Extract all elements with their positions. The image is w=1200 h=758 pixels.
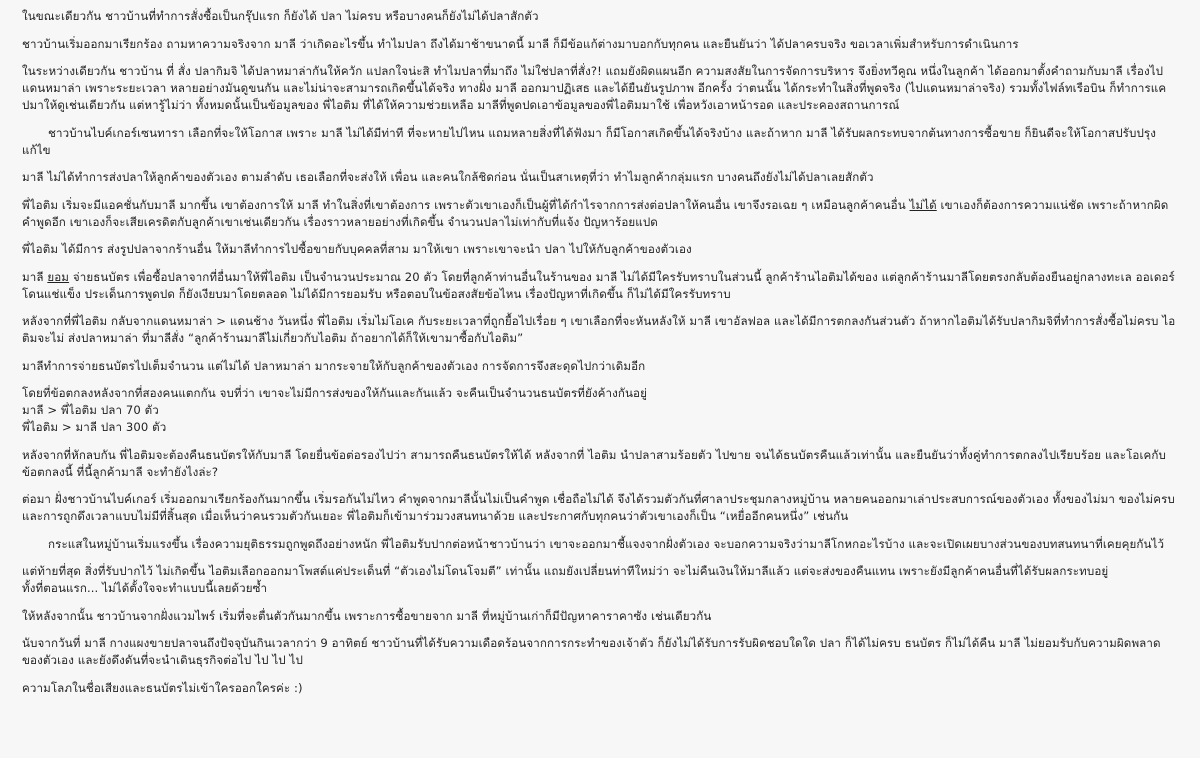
paragraph-6 bbox=[22, 197, 1178, 231]
underlined-word: ไม่ได้ bbox=[909, 197, 937, 212]
closing-line: ความโลภในชื่อเสียงและธนบัตรไม่เข้าใครออกใครค่ะ :) bbox=[22, 680, 303, 695]
paragraph-17: นับจากวันที่ มาลี กางแผงขายปลาจนถึงปัจจุบันกินเวลากว่า 9 อาทิตย์ ชาวบ้านที่ได้รับความเดือดร้อนจากการกระทำของเจ้าตัว ก็ยังไม่ได้รับการรับผิดชอบใดใด ปลา ก็ได้ไม่ครบ ธนบัตร ก็ไม่ได้คืน มาลี ไม่ยอมรับกับความผิดพลาดของตัวเอง และยังดึงดันที่จะนำเดินธุรกิจต่อไป ไป ไป ไป bbox=[22, 636, 1161, 667]
agreement-line-mali: มาลี > พี่ไอติม ปลา 70 ตัว bbox=[22, 403, 159, 417]
paragraph-14: กระแสในหมู่บ้านเริ่มแรงขึ้น เรื่องความยุติธรรมถูกพูดถึงอย่างหนัก พี่ไอติมรับปากต่อหน้าชาวบ้านว่า เขาจะออกมาชี้แจงจากฝั่งตัวเอง จะบอกความจริงว่ามาลีโกหกอะไรบ้าง และจะเปิดเผยบางส่วนของบทสนทนาที่เคยคุยกันไว้ bbox=[48, 536, 1165, 551]
agreement-line: โดยที่ข้อตกลงหลังจากที่สองคนแตกกัน จบที่ว่า เขาจะไม่มีการส่งของให้กันและกันแล้ว จะคืนเป็นจำนวนธนบัตรที่ยังค้างกันอยู่ bbox=[22, 386, 648, 400]
agreement-line-itim: พี่ไอติม > มาลี ปลา 300 ตัว bbox=[22, 420, 167, 434]
paragraph-6-text-b: เขาเองก็ต้องการความแน่ชัด เพราะถ้าหากผิดคำพูดอีก เขาเองก็จะเสียเครดิตกับลูกค้าเขาเช่นเดียวกัน เรื่องราวหลายอย่างที่เกิดขึ้น จำนวนปลาไม่เท่ากับที่แจ้ง ปัญหาร้อยแปด bbox=[22, 197, 1169, 229]
paragraph-9: หลังจากที่พี่ไอติม กลับจากแดนหมาล่า > แดนช้าง วันหนึ่ง พี่ไอติม เริ่มไม่โอเค กับระยะเวลาที่ถูกยื้อไปเรื่อย ๆ เขาเลือกที่จะหันหลังให้ มาลี เขาอัลฟอล และได้มีการตกลงกันส่วนตัว ถ้าหากไอติมได้รับปลากิมจิที่ทำการสั่งซื้อไม่ครบ ไอติมจะไม่ ส่งปลาหมาล่า ที่มาลีสั่ง “ลูกค้าร้านมาลีไม่เกี่ยวกับไอติม ถ้าอยากได้ก็ให้เขามาซื้อกับไอติม” bbox=[22, 314, 1176, 345]
paragraph-16: ให้หลังจากนั้น ชาวบ้านจากฝั่งแวมไพร์ เริ่มที่จะตื่นตัวกันมากขึ้น เพราะการซื้อขายจาก มาลี ที่หมู่บ้านเก่าก็มีปัญหาคาราคาซัง เช่นเดียวกัน bbox=[22, 608, 712, 623]
paragraph-4: ชาวบ้านไบค์เกอร์เซนทารา เลือกที่จะให้โอกาส เพราะ มาลี ไม่ได้มีท่าที ที่จะหายไปไหน แถมหลายสิ่งที่ได้ฟังมา ก็มีโอกาสเกิดขึ้นได้จริงบ้าง และถ้าหาก มาลี ได้รับผลกระทบจากต้นทางการซื้อขาย ก็ยินดีจะให้โอกาสปรับปรุงแก้ไข bbox=[22, 125, 1157, 157]
paragraph-15 bbox=[22, 563, 1178, 597]
paragraph-6-text-a: พี่ไอติม เริ่มจะมีแอคชั่นกับมาลี มากขึ้น เขาต้องการให้ มาลี ทำในสิ่งที่เขาต้องการ เพราะตัวเขาเองก็เป็นผู้ที่ได้กำไรจากการส่งต่อปลาให้คนอื่น เขาจึงรอเฉย ๆ เหมือนลูกค้าคนอื่น bbox=[22, 197, 910, 212]
paragraph-8 bbox=[22, 269, 1178, 303]
paragraph-5: มาลี ไม่ได้ทำการส่งปลาให้ลูกค้าของตัวเอง ตามลำดับ เธอเลือกที่จะส่งให้ เพื่อน และคนใกล้ชิดก่อน นั่นเป็นสาเหตุที่ว่า ทำไมลูกค้ากลุ่มแรก บางคนถึงยังไม่ได้ปลาเลยสักตัว bbox=[22, 170, 874, 184]
paragraph-13: ต่อมา ฝั่งชาวบ้านไบค์เกอร์ เริ่มออกมาเรียกร้องกันมากขึ้น เริ่มรอกันไม่ไหว คำพูดจากมาลีนั้นไม่เป็นคำพูด เชื่อถือไม่ได้ จึงได้รวมตัวกันที่ศาลาประชุมกลางหมู่บ้าน หลายคนออกมาเล่าประสบการณ์ของตัวเอง ทั้งของไม่มา ของไม่ครบ และการถูกดึงเวลาแบบไม่มีที่สิ้นสุด เมื่อเห็นว่าคนรวมตัวกันเยอะ พี่ไอติมก็เข้ามาร่วมวงสนทนาด้วย และประกาศกับทุกคนว่าตัวเขาเองก็เป็น “เหยื่ออีกคนหนึ่ง” เช่นกัน bbox=[22, 492, 1175, 523]
paragraph-3: ในระหว่างเดียวกัน ชาวบ้าน ที่ สั่ง ปลากิมจิ ได้ปลาหมาล่ากันให้ควัก แปลกใจน่ะสิ ทำไมปลาที่มาถึง ไม่ใช่ปลาที่สั่ง?! แถมยังผิดแผนอีก ความสงสัยในการจัดการบริหาร จึงยิ่งทวีคูณ หนึ่งในลูกค้า ได้ออกมาตั้งคำถามกับมาลี เรื่องไปแดนหมาล่า เพราะระยะเวลา หลายอย่างมันดูขนกัน และไม่น่าจะสามารถเกิดขึ้นได้จริง ทางฝั่ง มาลี ออกมาปฏิเสธ และได้ยืนยันรูปภาพ อีกครั้ง ว่าตนนั้น ได้กระทำในสิ่งที่พูดจริง (ไปแดนหมาล่าจริง) รวมทั้งไฟล์ทเรือบิน ก็ทำการแคปมาให้ดูเช่นเดียวกัน แต่หารู้ไม่ว่า ทั้งหมดนั้นเป็นข้อมูลของ พี่ไอติม ที่ได้ให้ความช่วยเหลือ มาลีที่พูดปดเอาข้อมูลของพี่ไอติมมาใช้ เพื่อหวังเอาหน้ารอด และประคองสถานการณ์ bbox=[22, 64, 1167, 112]
paragraph-1: ในขณะเดียวกัน ชาวบ้านที่ทำการสั่งซื้อเป็นกรุ๊ปแรก ก็ยังได้ ปลา ไม่ครบ หรือบางคนก็ยังไม่ได้ปลาสักตัว bbox=[22, 9, 539, 23]
paragraph-12: หลังจากที่หักลบกัน พี่ไอติมจะต้องคืนธนบัตรให้กับมาลี โดยยื่นข้อต่อรองไปว่า สามารถคืนธนบัตรให้ได้ หลังจากที่ ไอติม นำปลาสามร้อยตัว ไปขาย จนได้ธนบัตรคืนแล้วเท่านั้น และยืนยันว่าทั้งคู่ทำการตกลงไปเรียบร้อย และโอเคกับข้อตกลงนี้ ที่นี้ลูกค้ามาลี จะทำยังไงล่ะ? bbox=[22, 447, 1166, 479]
paragraph-10: มาลีทำการจ่ายธนบัตรไปเต็มจำนวน แต่ไม่ได้ ปลาหมาล่า มากระจายให้กับลูกค้าของตัวเอง การจัดการจึงสะดุดไปกว่าเดิมอีก bbox=[22, 358, 646, 373]
paragraph-11 bbox=[22, 385, 1178, 436]
paragraph-15-line-2: ทั้งที่ตอนแรก... ไม่ได้ตั้งใจจะทำแบบนี้เลยด้วยซ้ำ bbox=[22, 581, 268, 595]
paragraph-8-text-a: มาลี bbox=[22, 269, 48, 284]
underlined-word: ยอม bbox=[47, 269, 70, 284]
paragraph-15-line-1: แต่ท้ายที่สุด สิ่งที่รับปากไว้ ไม่เกิดขึ้น ไอติมเลือกออกมาโพสต์แค่ประเด็นที่ “ตัวเองไม่โดนโจมตี” เท่านั้น แถมยังเปลี่ยนท่าทีใหม่ว่า จะไม่คืนเงินให้มาลีแล้ว แต่จะส่งของคืนแทน เพราะยังมีลูกค้าคนอื่นที่ได้รับผลกระทบอยู่ bbox=[22, 564, 1109, 578]
paragraph-7: พี่ไอติม ได้มีการ ส่งรูปปลาจากร้านอื่น ให้มาลีทำการไปซื้อขายกับบุคคลที่สาม มาให้เขา เพราะเขาจะนำ ปลา ไปให้กับลูกค้าของตัวเอง bbox=[22, 242, 692, 256]
paragraph-8-text-b: จ่ายธนบัตร เพื่อซื้อปลาจากที่อื่นมาให้พี่ไอติม เป็นจำนวนประมาณ 20 ตัว โดยที่ลูกค้าท่านอื่นในร้านของ มาลี ไม่ได้มีใครรับทราบในส่วนนี้ ลูกค้าร้านไอติมได้ของ แต่ลูกค้าร้านมาลีโดยตรงกลับต้องยืนอยู่กลางทะเล ออเดอร์โดนแช่แข็ง ประเด็นการพูดปด ก็ยังเงียบมาโดยตลอด ไม่ได้มีการยอมรับ หรือตอบในข้อสงสัยข้อไหน เรื่องปัญหาที่เกิดขึ้น ก็ไม่ได้มีใครรับทราบ bbox=[22, 269, 1175, 301]
paragraph-2: ชาวบ้านเริ่มออกมาเรียกร้อง ถามหาความจริงจาก มาลี ว่าเกิดอะไรขึ้น ทำไมปลา ถึงได้มาช้าขนาดนี้ มาลี ก็มีข้อแก้ต่างมาบอกกับทุกคน และยืนยันว่า ได้ปลาครบจริง ขอเวลาเพิ่มสำหรับการดำเนินการ bbox=[22, 36, 1019, 51]
